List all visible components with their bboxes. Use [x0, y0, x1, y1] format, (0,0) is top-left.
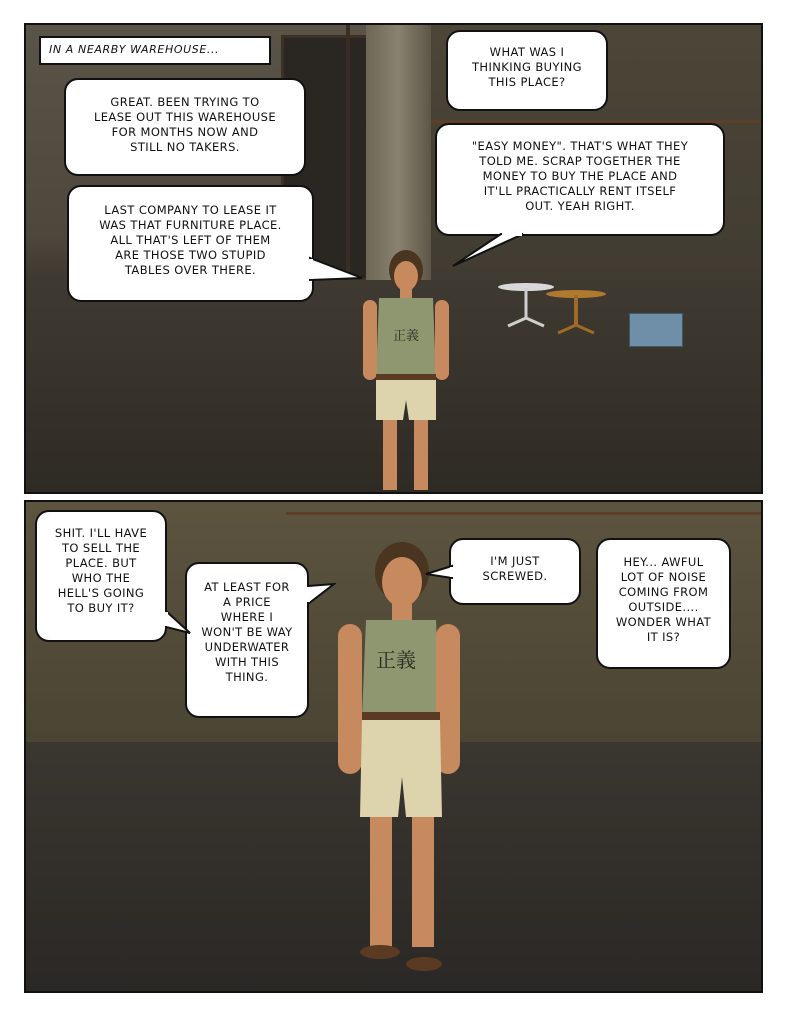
blue-crate — [629, 313, 683, 347]
bubble-text: SHIT. I'LL HAVE TO SELL THE PLACE. BUT WHO THE HELL'S GOING TO BUY IT? — [54, 526, 148, 615]
comic-panel-2 — [24, 500, 763, 993]
speech-bubble-thinking — [446, 30, 608, 111]
bubble-text: "EASY MONEY". THAT'S WHAT THEY TOLD ME. SCRAP TOGETHER THE MONEY TO BUY THE PLACE AND IT'LL PRACTICALLY RENT ITSELF OUT. YEAH RIGHT. — [471, 139, 689, 213]
wall-rail — [286, 512, 763, 515]
bubble-text: WHAT WAS I THINKING BUYING THIS PLACE? — [471, 45, 582, 89]
bubble-tail — [164, 607, 194, 637]
bubble-tail — [306, 250, 366, 290]
narration-caption — [39, 36, 271, 65]
caption-text: IN A NEARBY WAREHOUSE... — [49, 43, 220, 56]
bubble-tail — [306, 582, 336, 612]
bubble-text: AT LEAST FOR A PRICE WHERE I WON'T BE WAY UNDERWATER WITH THIS THING. — [201, 580, 293, 684]
bubble-text: HEY... AWFUL LOT OF NOISE COMING FROM OUTSIDE.... WONDER WHAT IT IS? — [615, 555, 712, 644]
shirt-print: 正義 — [376, 648, 416, 672]
wooden-table — [544, 287, 608, 337]
bubble-text: I'M JUST SCREWED. — [482, 554, 548, 583]
speech-bubble-screwed — [449, 538, 581, 605]
speech-bubble-price — [185, 562, 309, 718]
bubble-tail — [451, 230, 531, 270]
bubble-text: GREAT. BEEN TRYING TO LEASE OUT THIS WAREHOUSE FOR MONTHS NOW AND STILL NO TAKERS. — [93, 95, 277, 154]
man-figure — [324, 532, 474, 992]
comic-panel-1 — [24, 23, 763, 494]
speech-bubble-lease — [64, 78, 306, 176]
speech-bubble-noise — [596, 538, 731, 669]
speech-bubble-company — [67, 185, 314, 302]
speech-bubble-easy-money — [435, 123, 725, 236]
shirt-print: 正義 — [392, 329, 420, 344]
pipe — [346, 25, 350, 275]
bubble-tail — [424, 562, 454, 582]
bubble-text: LAST COMPANY TO LEASE IT WAS THAT FURNITURE PLACE. ALL THAT'S LEFT OF THEM ARE THOSE TWO STUPID TABLES OVER THERE. — [99, 203, 282, 277]
speech-bubble-sell — [35, 510, 167, 642]
